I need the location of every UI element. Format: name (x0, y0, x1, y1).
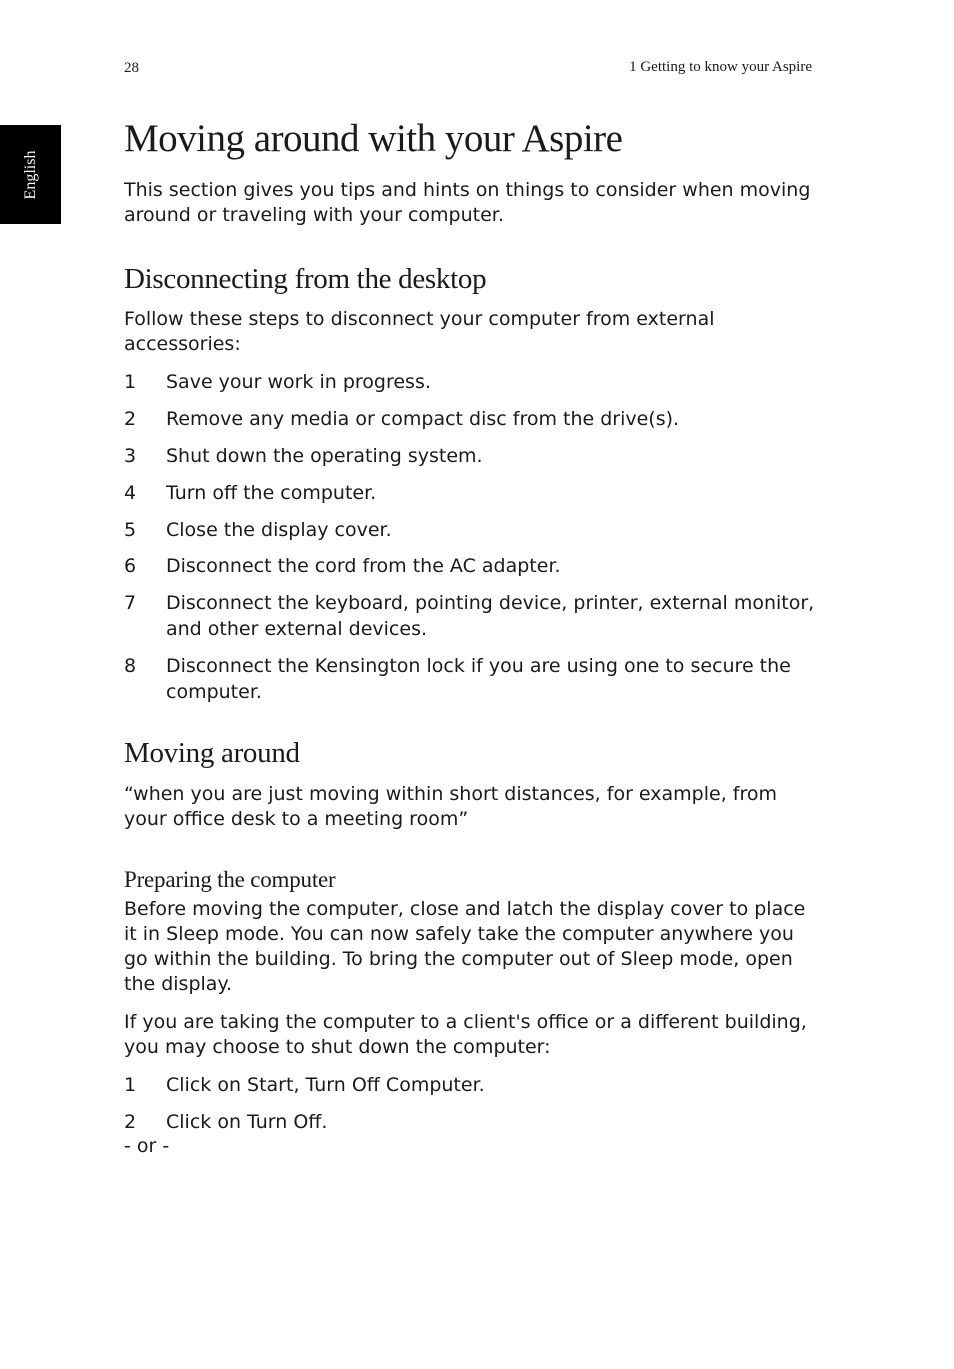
step-number: 7 (124, 592, 137, 614)
intro-text: This section gives you tips and hints on things to consider when moving around or traveling with your computer. (124, 179, 811, 226)
language-tab-label: English (21, 150, 39, 199)
running-header: 1 Getting to know your Aspire (629, 59, 812, 75)
step-suffix: . (321, 1111, 328, 1133)
step-text: Disconnect the Kensington lock if you are using one to secure the computer. (166, 655, 791, 703)
step-number: 5 (124, 519, 137, 541)
preparing-paragraph-1 (124, 897, 814, 997)
step-text (166, 1072, 816, 1098)
step-text: Close the display cover. (166, 519, 392, 541)
step-text: Disconnect the keyboard, pointing device, printer, external monitor, and other external devices. (166, 592, 815, 640)
preparing-paragraph-2 (124, 1010, 814, 1060)
disconnecting-intro-text: Follow these steps to disconnect your computer from external accessories: (124, 308, 715, 355)
section-heading-moving-around: Moving around (124, 737, 300, 769)
step-text: Save your work in progress. (166, 371, 431, 393)
subsection-heading-preparing: Preparing the computer (124, 867, 336, 892)
step-suffix: . (478, 1074, 485, 1096)
step-number: 8 (124, 655, 137, 677)
step-number: 2 (124, 408, 137, 430)
disconnecting-intro (124, 307, 814, 357)
page-number: 28 (124, 60, 139, 76)
step-number: 6 (124, 555, 137, 577)
page-title: Moving around with your Aspire (124, 117, 623, 160)
moving-around-quote (124, 782, 814, 832)
quote-text: “when you are just moving within short distances, for example, from your office desk to a meeting room” (124, 783, 778, 830)
ui-command-label: Start, Turn Off Computer (247, 1074, 479, 1096)
step-text: Shut down the operating system. (166, 445, 483, 467)
or-separator: - or - (124, 1135, 170, 1157)
paragraph-text: Before moving the computer, close and latch the display cover to place it in Sleep mode. You can now safely take the computer anywhere you go within the building. To bring the computer out of Sleep mode, open the display. (124, 898, 806, 995)
step-number: 4 (124, 482, 137, 504)
intro-paragraph (124, 178, 814, 228)
step-text (166, 1109, 816, 1135)
language-tab (0, 125, 61, 224)
step-prefix: Click on (166, 1111, 248, 1133)
step-prefix: Click on (166, 1074, 248, 1096)
step-number: 1 (124, 371, 137, 393)
ui-command-label: Turn Off (247, 1111, 322, 1133)
step-number: 2 (124, 1111, 137, 1133)
section-heading-disconnecting: Disconnecting from the desktop (124, 263, 487, 295)
step-number: 1 (124, 1074, 137, 1096)
paragraph-text: If you are taking the computer to a client's office or a different building, you may choose to shut down the computer: (124, 1011, 807, 1058)
step-number: 3 (124, 445, 137, 467)
step-text: Turn off the computer. (166, 482, 377, 504)
step-text: Disconnect the cord from the AC adapter. (166, 555, 561, 577)
step-text: Remove any media or compact disc from the drive(s). (166, 408, 680, 430)
